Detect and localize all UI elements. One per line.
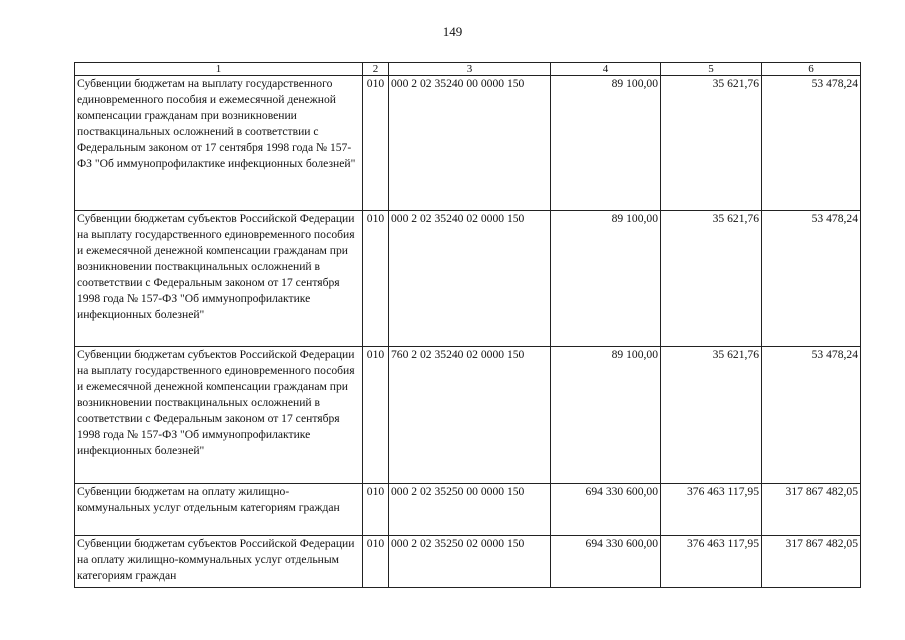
row-executed-cell: 376 463 117,95 bbox=[661, 484, 762, 536]
row-unexecuted-cell: 317 867 482,05 bbox=[762, 484, 861, 536]
table-row bbox=[75, 536, 861, 588]
row-code-cell: 010 bbox=[363, 484, 389, 536]
row-name-cell: Субвенции бюджетам субъектов Российской Федерации на выплату государственного единовременного пособия и ежемесячной денежной компенсации гражданам при возникновении поствакцинальных осложнений в соответствии с Федеральным законом от 17 сентября 1998 года № 157-ФЗ "Об иммунопрофилактике инфекционных болезней" bbox=[75, 211, 363, 347]
column-header-3: 3 bbox=[389, 63, 551, 76]
table-row bbox=[75, 76, 861, 211]
row-code-cell: 010 bbox=[363, 347, 389, 484]
row-code-cell: 010 bbox=[363, 76, 389, 211]
row-kbk-cell: 000 2 02 35240 02 0000 150 bbox=[389, 211, 551, 347]
row-name-cell: Субвенции бюджетам на оплату жилищно-коммунальных услуг отдельным категориям граждан bbox=[75, 484, 363, 536]
column-header-5: 5 bbox=[661, 63, 762, 76]
table-row bbox=[75, 484, 861, 536]
row-name-cell: Субвенции бюджетам субъектов Российской Федерации на выплату государственного единовременного пособия и ежемесячной денежной компенсации гражданам при возникновении поствакцинальных осложнений в соответствии с Федеральным законом от 17 сентября 1998 года № 157-ФЗ "Об иммунопрофилактике инфекционных болезней" bbox=[75, 347, 363, 484]
column-header-1: 1 bbox=[75, 63, 363, 76]
row-name-cell: Субвенции бюджетам на выплату государственного единовременного пособия и ежемесячной денежной компенсации гражданам при возникновении поствакцинальных осложнений в соответствии с Федеральным законом от 17 сентября 1998 года № 157-ФЗ "Об иммунопрофилактике инфекционных болезней" bbox=[75, 76, 363, 211]
row-name-cell: Субвенции бюджетам субъектов Российской Федерации на оплату жилищно-коммунальных услуг отдельным категориям граждан bbox=[75, 536, 363, 588]
table-row bbox=[75, 347, 861, 484]
row-unexecuted-cell: 317 867 482,05 bbox=[762, 536, 861, 588]
row-approved-cell: 89 100,00 bbox=[551, 347, 661, 484]
column-header-6: 6 bbox=[762, 63, 861, 76]
row-approved-cell: 89 100,00 bbox=[551, 211, 661, 347]
row-unexecuted-cell: 53 478,24 bbox=[762, 347, 861, 484]
row-kbk-cell: 000 2 02 35240 00 0000 150 bbox=[389, 76, 551, 211]
row-approved-cell: 694 330 600,00 bbox=[551, 484, 661, 536]
page-number: 149 bbox=[442, 24, 463, 39]
row-executed-cell: 35 621,76 bbox=[661, 347, 762, 484]
column-header-4: 4 bbox=[551, 63, 661, 76]
row-unexecuted-cell: 53 478,24 bbox=[762, 211, 861, 347]
row-kbk-cell: 000 2 02 35250 02 0000 150 bbox=[389, 536, 551, 588]
row-kbk-cell: 000 2 02 35250 00 0000 150 bbox=[389, 484, 551, 536]
budget-table bbox=[74, 62, 861, 588]
table-row bbox=[75, 211, 861, 347]
row-executed-cell: 35 621,76 bbox=[661, 76, 762, 211]
row-executed-cell: 376 463 117,95 bbox=[661, 536, 762, 588]
row-code-cell: 010 bbox=[363, 536, 389, 588]
row-approved-cell: 694 330 600,00 bbox=[551, 536, 661, 588]
row-executed-cell: 35 621,76 bbox=[661, 211, 762, 347]
column-header-2: 2 bbox=[363, 63, 389, 76]
row-approved-cell: 89 100,00 bbox=[551, 76, 661, 211]
row-code-cell: 010 bbox=[363, 211, 389, 347]
row-kbk-cell: 760 2 02 35240 02 0000 150 bbox=[389, 347, 551, 484]
table-header-row bbox=[75, 63, 861, 76]
row-unexecuted-cell: 53 478,24 bbox=[762, 76, 861, 211]
